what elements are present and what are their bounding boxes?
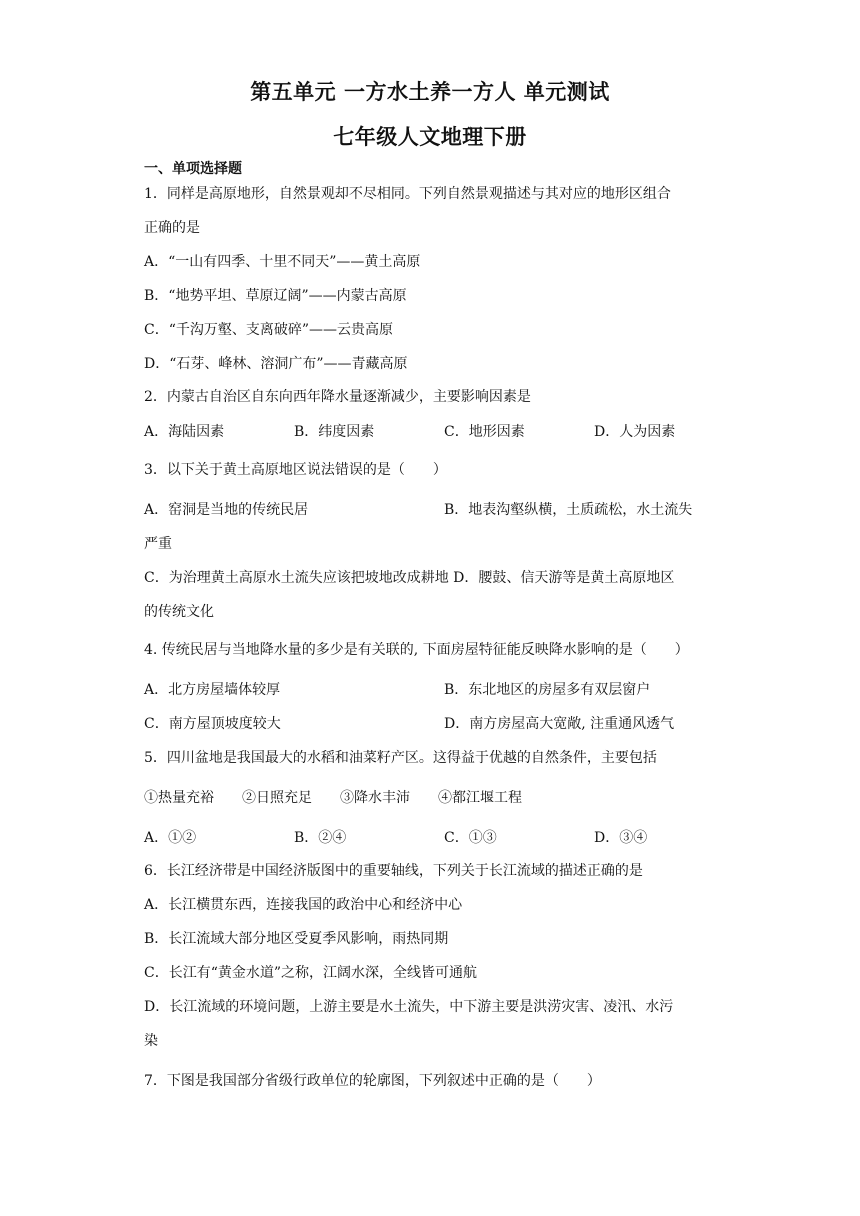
- q2-option-b: B．纬度因素: [294, 424, 375, 440]
- q2-option-a: A．海陆因素: [144, 424, 225, 440]
- section-heading: 一、单项选择题: [144, 161, 242, 177]
- q6-option-b: B．长江流域大部分地区受夏季风影响，雨热同期: [144, 931, 449, 947]
- q6-option-c: C．长江有“黄金水道”之称，江阔水深，全线皆可通航: [144, 965, 478, 981]
- q4-stem: 4. 传统民居与当地降水量的多少是有关联的, 下面房屋特征能反映降水影响的是（ ）: [144, 642, 689, 658]
- q4-option-a: A．北方房屋墙体较厚: [144, 682, 281, 698]
- q1-option-b: B．“地势平坦、草原辽阔”——内蒙古高原: [144, 288, 407, 304]
- q1-option-a: A．“一山有四季、十里不同天”——黄土高原: [144, 254, 421, 270]
- q3-option-d-cont: 的传统文化: [144, 604, 214, 620]
- q6-option-d: D．长江流域的环境问题，上游主要是水土流失，中下游主要是洪涝灾害、凌汛、水污: [144, 999, 674, 1015]
- q2-option-c: C．地形因素: [444, 424, 525, 440]
- q3-stem: 3．以下关于黄土高原地区说法错误的是（ ）: [144, 462, 447, 478]
- q6-option-d-cont: 染: [144, 1033, 158, 1049]
- q5-option-a: A．①②: [144, 830, 197, 846]
- q5-stem: 5．四川盆地是我国最大的水稻和油菜籽产区。这得益于优越的自然条件，主要包括: [144, 750, 657, 766]
- q3-option-c: C．为治理黄土高原水土流失应该把坡地改成耕地 D．腰鼓、信天游等是黄土高原地区: [144, 570, 675, 586]
- q6-option-a: A．长江横贯东西，连接我国的政治中心和经济中心: [144, 897, 463, 913]
- q1-option-c: C．“千沟万壑、支离破碎”——云贵高原: [144, 322, 394, 338]
- doc-subtitle: 七年级人文地理下册: [333, 125, 527, 149]
- doc-title: 第五单元 一方水土养一方人 单元测试: [250, 80, 610, 104]
- q5-option-d: D．③④: [594, 830, 648, 846]
- q3-option-a: A．窑洞是当地的传统民居: [144, 502, 309, 518]
- q3-option-b: B．地表沟壑纵横，土质疏松，水土流失: [444, 502, 693, 518]
- q1-stem-line1: 1．同样是高原地形，自然景观却不尽相同。下列自然景观描述与其对应的地形区组合: [144, 186, 671, 202]
- q2-stem: 2．内蒙古自治区自东向西年降水量逐渐减少，主要影响因素是: [144, 389, 531, 405]
- q6-stem: 6．长江经济带是中国经济版图中的重要轴线，下列关于长江流域的描述正确的是: [144, 863, 643, 879]
- q4-option-b: B．东北地区的房屋多有双层窗户: [444, 682, 651, 698]
- q4-option-c: C．南方屋顶坡度较大: [144, 716, 281, 732]
- q7-stem: 7．下图是我国部分省级行政单位的轮廓图，下列叙述中正确的是（ ）: [144, 1073, 601, 1089]
- q5-option-b: B．②④: [294, 830, 347, 846]
- q4-option-d: D．南方房屋高大宽敞, 注重通风透气: [444, 716, 675, 732]
- q2-option-d: D．人为因素: [594, 424, 676, 440]
- q5-option-c: C．①③: [444, 830, 497, 846]
- q1-option-d: D．“石芽、峰林、溶洞广布”——青藏高原: [144, 356, 408, 372]
- q5-items: ①热量充裕 ②日照充足 ③降水丰沛 ④都江堰工程: [144, 790, 522, 806]
- q3-option-b-cont: 严重: [144, 536, 172, 552]
- q1-stem-line2: 正确的是: [144, 220, 200, 236]
